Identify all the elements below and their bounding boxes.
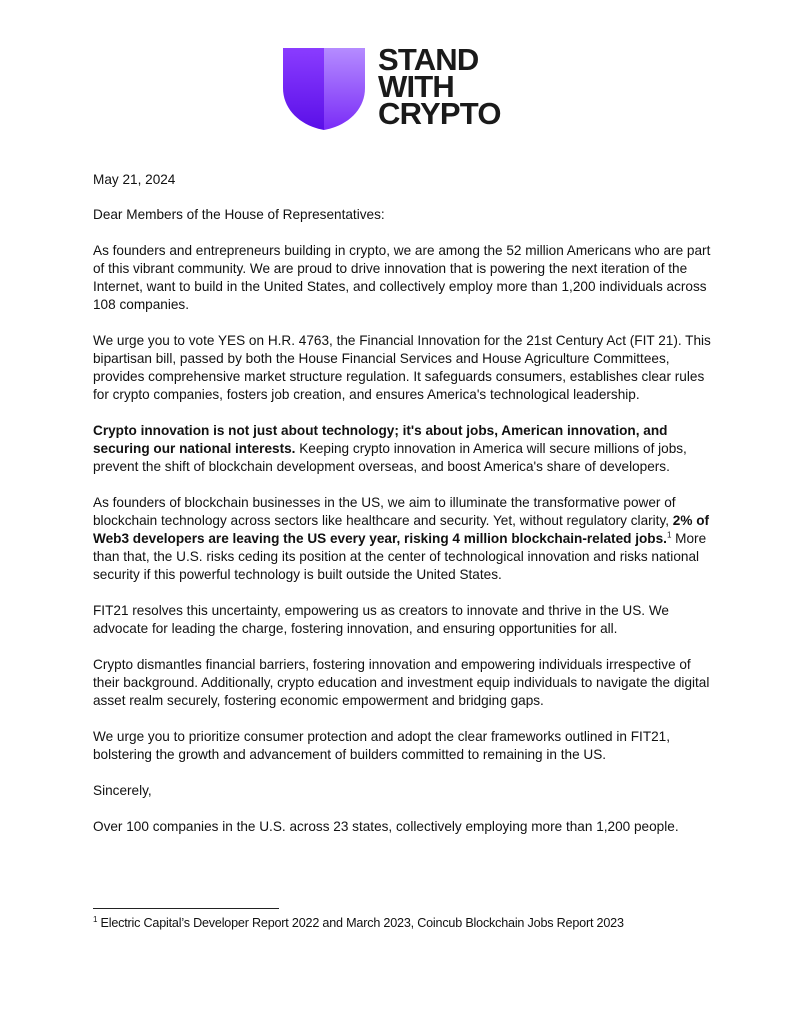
paragraph-jobs-bold: Crypto innovation is not just about technology; it's about jobs, American innovation, and securing our national interests. [93,423,668,456]
paragraph-developers [93,494,713,584]
footnote [93,915,733,931]
paragraph-fit21-vote: We urge you to vote YES on H.R. 4763, the Financial Innovation for the 21st Century Act (FIT 21). This bipartisan bill, passed by both the House Financial Services and House Agriculture Committees, provides comprehensive market structure regulation. It safeguards consumers, establishes clear rules for crypto companies, fosters job creation, and ensures America's technological leadership. [93,333,711,402]
letter-signature: Over 100 companies in the U.S. across 23 states, collectively employing more than 1,200 people. [93,819,679,834]
stand-with-crypto-logo [283,42,523,132]
paragraph-barriers: Crypto dismantles financial barriers, fostering innovation and empowering individuals irrespective of their background. Additionally, crypto education and investment equip individuals to navigate the digital asset realm securely, fostering economic empowerment and bridging gaps. [93,657,710,708]
footnote-marker: 1 [93,914,98,924]
shield-logo-icon [283,48,365,130]
paragraph-uncertainty: FIT21 resolves this uncertainty, empowering us as creators to innovate and thrive in the US. We advocate for leading the charge, fostering innovation, and ensuring opportunities for all. [93,603,669,636]
paragraph-protection: We urge you to prioritize consumer protection and adopt the clear frameworks outlined in FIT21, bolstering the growth and advancement of builders committed to remaining in the US. [93,729,671,762]
letter-date: May 21, 2024 [93,172,176,187]
logo-line-crypto: CRYPTO [378,96,501,131]
paragraph-developers-start: As founders of blockchain businesses in the US, we aim to illuminate the transformative power of blockchain technology across sectors like healthcare and security. Yet, without regulatory clarity, [93,495,676,528]
paragraph-founders: As founders and entrepreneurs building in crypto, we are among the 52 million Americans who are part of this vibrant community. We are proud to drive innovation that is powering the next iteration of the Internet, want to build in the United States, and collectively employ more than 1,200 individuals across 108 companies. [93,243,711,312]
logo-line-with: WITH [378,69,454,104]
footnote-text: Electric Capital’s Developer Report 2022 and March 2023, Coincub Blockchain Jobs Report 2023 [97,916,624,930]
letter-body [93,171,713,854]
letter-closing: Sincerely, [93,783,152,798]
paragraph-developers-bold: 2% of Web3 developers are leaving the US every year, risking 4 million blockchain-related jobs. [93,513,710,546]
logo-wordmark [378,42,501,131]
logo-line-stand: STAND [378,42,479,77]
letter-salutation: Dear Members of the House of Representatives: [93,207,385,222]
footnote-reference: 1 [666,530,672,540]
paragraph-developers-end: More than that, the U.S. risks ceding its position at the center of technological innovation and risks national security if this powerful technology is built outside the United States. [93,531,707,582]
footnote-divider [93,908,279,909]
paragraph-jobs-rest: Keeping crypto innovation in America will secure millions of jobs, prevent the shift of blockchain development overseas, and boost America's share of developers. [93,441,687,474]
paragraph-jobs [93,422,713,476]
